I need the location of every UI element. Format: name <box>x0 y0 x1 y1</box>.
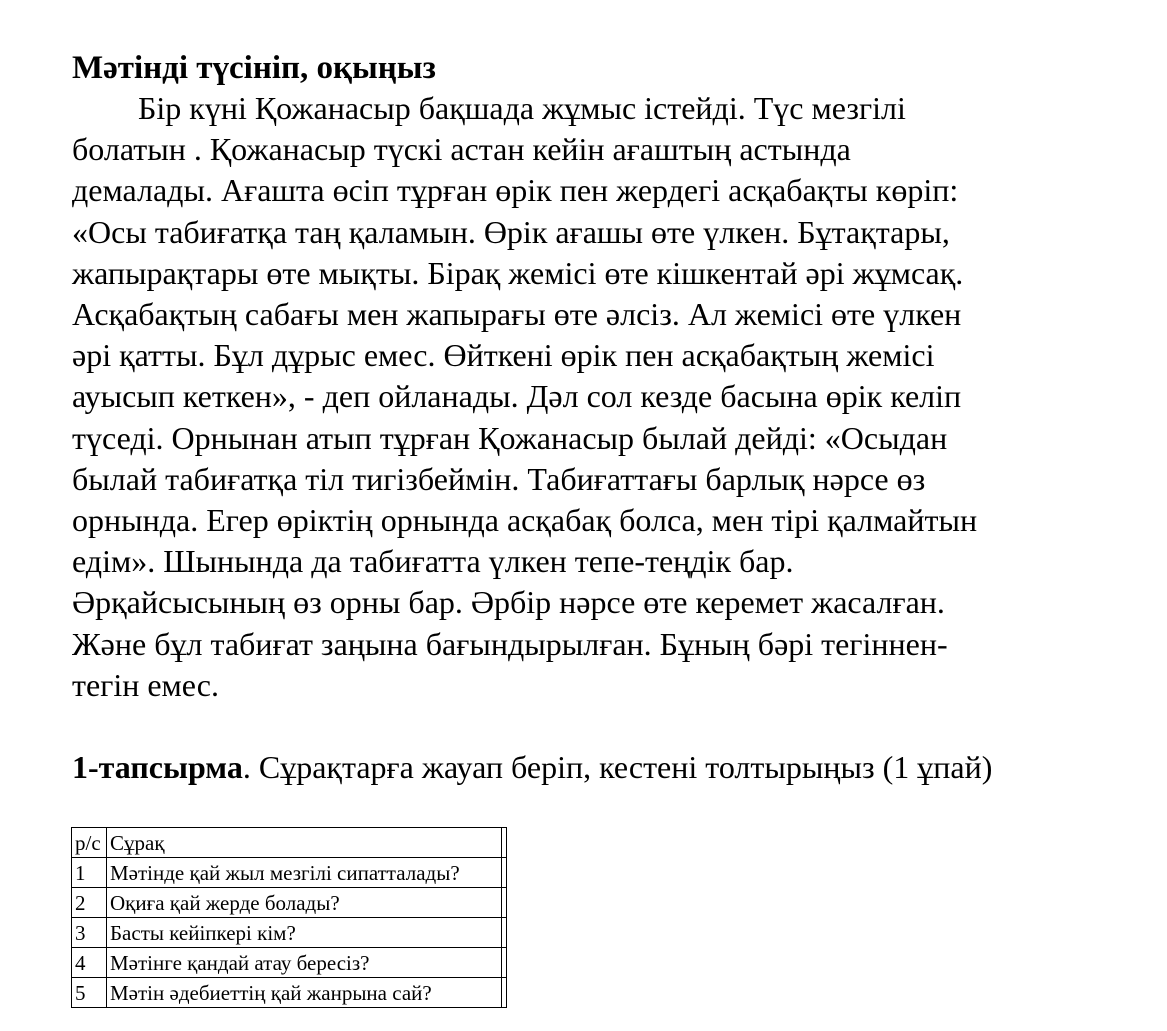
task-heading <box>72 747 992 788</box>
text-line: едім». Шынында да табиғатта үлкен тепе-теңдік бар. <box>72 543 794 580</box>
text-line: болатын . Қожанасыр түскі астан кейін ағаштың астында <box>72 131 851 168</box>
text-line: әрі қатты. Бұл дұрыс емес. Өйткені өрік пен асқабақтың жемісі <box>72 337 935 374</box>
document-title: Мәтінді түсініп, оқыңыз <box>72 50 436 86</box>
header-question: Сұрақ <box>107 828 502 858</box>
row-question: Мәтін әдебиеттің қай жанрына сай? <box>107 978 502 1008</box>
header-number: р/с <box>72 828 107 858</box>
text-line: Және бұл табиғат заңына бағындырылған. Бұның бәрі тегіннен- <box>72 625 948 662</box>
reading-text <box>72 88 1152 706</box>
text-line: «Осы табиғатқа таң қаламын. Өрік ағашы өте үлкен. Бұтақтары, <box>72 213 950 250</box>
text-line: жапырақтары өте мықты. Бірақ жемісі өте кішкентай әрі жұмсақ. <box>72 254 964 291</box>
table-row <box>72 978 507 1008</box>
table-header-row <box>72 828 507 858</box>
text-line: ауысып кеткен», - деп ойланады. Дәл сол кезде басына өрік келіп <box>72 378 962 415</box>
table-row <box>72 948 507 978</box>
table-row <box>72 858 507 888</box>
text-line: орнында. Егер өріктің орнында асқабақ болса, мен тірі қалмайтын <box>72 502 978 539</box>
document <box>72 48 1152 706</box>
row-question: Мәтінге қандай атау бересіз? <box>107 948 502 978</box>
task-label: 1-тапсырма <box>72 749 243 785</box>
questions-table <box>71 827 507 1008</box>
row-number: 4 <box>72 948 107 978</box>
text-line: Асқабақтың сабағы мен жапырағы өте әлсіз. Ал жемісі өте үлкен <box>72 296 962 333</box>
row-number: 1 <box>72 858 107 888</box>
answer-cell[interactable] <box>502 948 507 978</box>
answer-cell[interactable] <box>502 918 507 948</box>
text-line: былай табиғатқа тіл тигізбеймін. Табиғаттағы барлық нәрсе өз <box>72 460 926 497</box>
task-text: . Сұрақтарға жауап беріп, кестені толтырыңыз (1 ұпай) <box>242 749 993 785</box>
text-line: тегін емес. <box>72 666 219 703</box>
text-line: Әрқайсысының өз орны бар. Әрбір нәрсе өте керемет жасалған. <box>72 584 945 621</box>
text-line: Бір күні Қожанасыр бақшада жұмыс істейді. Түс мезгілі <box>138 90 906 126</box>
table-row <box>72 888 507 918</box>
row-number: 5 <box>72 978 107 1008</box>
answer-cell[interactable] <box>502 888 507 918</box>
text-line: түседі. Орнынан атып тұрған Қожанасыр былай дейді: «Осыдан <box>72 419 948 456</box>
text-line: демалады. Ағашта өсіп тұрған өрік пен жердегі асқабақты көріп: <box>72 172 959 209</box>
row-number: 3 <box>72 918 107 948</box>
row-question: Оқиға қай жерде болады? <box>107 888 502 918</box>
table-row <box>72 918 507 948</box>
row-number: 2 <box>72 888 107 918</box>
answer-cell[interactable] <box>502 858 507 888</box>
answer-cell[interactable] <box>502 978 507 1008</box>
answer-cell[interactable] <box>502 828 507 858</box>
row-question: Мәтінде қай жыл мезгілі сипатталады? <box>107 858 502 888</box>
row-question: Басты кейіпкері кім? <box>107 918 502 948</box>
